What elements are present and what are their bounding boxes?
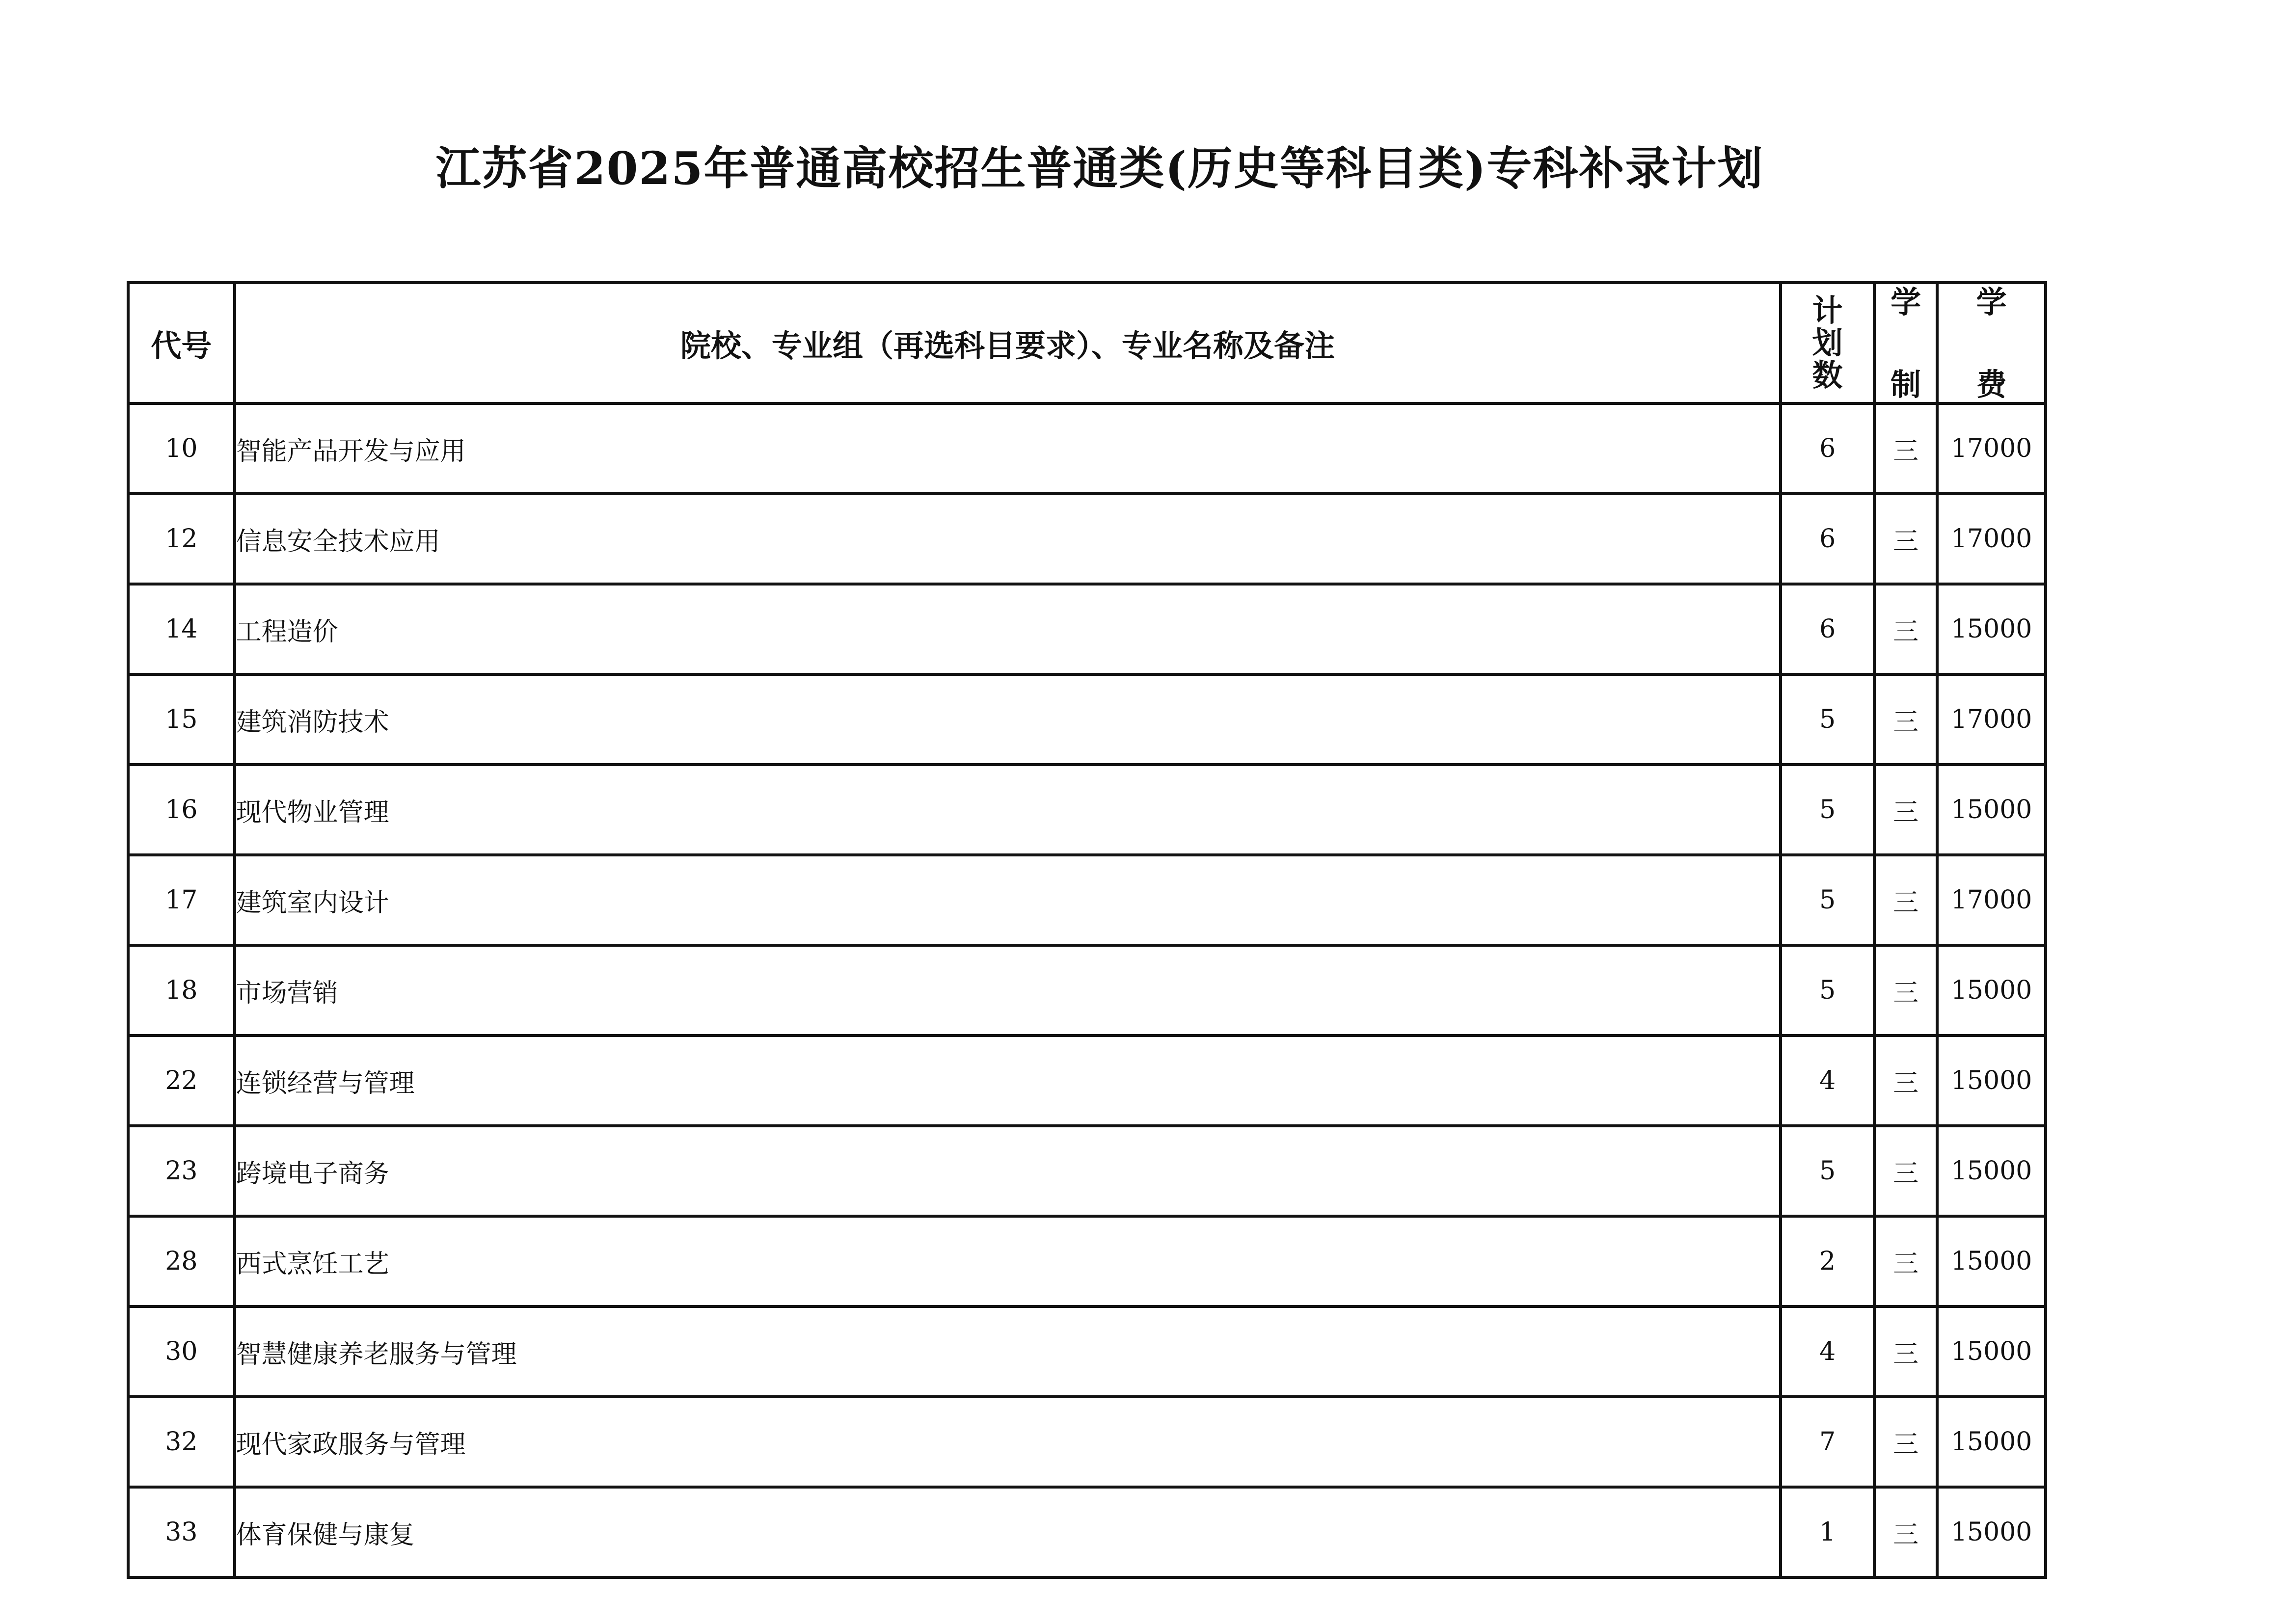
cell-code: 12 <box>128 494 235 584</box>
cell-plan-count: 1 <box>1781 1487 1874 1577</box>
cell-years: 三 <box>1874 494 1937 584</box>
cell-years: 三 <box>1874 1306 1937 1397</box>
cell-years: 三 <box>1874 1126 1937 1216</box>
cell-plan-count: 6 <box>1781 584 1874 674</box>
cell-major-name: 工程造价 <box>235 584 1781 674</box>
cell-fee: 15000 <box>1937 945 2046 1036</box>
cell-years: 三 <box>1874 945 1937 1036</box>
cell-years: 三 <box>1874 1216 1937 1306</box>
cell-fee: 15000 <box>1937 584 2046 674</box>
cell-plan-count: 5 <box>1781 855 1874 945</box>
table-row <box>128 1306 2046 1397</box>
cell-code: 10 <box>128 403 235 494</box>
cell-fee: 15000 <box>1937 765 2046 855</box>
cell-code: 28 <box>128 1216 235 1306</box>
cell-code: 32 <box>128 1397 235 1487</box>
header-code: 代号 <box>128 283 235 403</box>
table-row <box>128 584 2046 674</box>
header-name: 院校、专业组（再选科目要求）、专业名称及备注 <box>235 283 1781 403</box>
cell-major-name: 连锁经营与管理 <box>235 1036 1781 1126</box>
cell-fee: 17000 <box>1937 494 2046 584</box>
admission-plan-table <box>127 281 2047 1579</box>
header-count-char-3: 数 <box>1812 357 1843 393</box>
cell-major-name: 现代物业管理 <box>235 765 1781 855</box>
header-count <box>1781 283 1874 403</box>
cell-plan-count: 5 <box>1781 674 1874 765</box>
table-row <box>128 494 2046 584</box>
table-row <box>128 1487 2046 1577</box>
cell-code: 18 <box>128 945 235 1036</box>
table-row <box>128 403 2046 494</box>
cell-plan-count: 4 <box>1781 1306 1874 1397</box>
page-title: 江苏省2025年普通高校招生普通类(历史等科目类)专科补录计划 <box>435 142 1764 195</box>
cell-code: 30 <box>128 1306 235 1397</box>
cell-fee: 15000 <box>1937 1216 2046 1306</box>
cell-years: 三 <box>1874 1487 1937 1577</box>
header-fee-char-2: 费 <box>1976 367 2007 402</box>
cell-plan-count: 5 <box>1781 1126 1874 1216</box>
cell-major-name: 智慧健康养老服务与管理 <box>235 1306 1781 1397</box>
table-row <box>128 945 2046 1036</box>
cell-fee: 17000 <box>1937 674 2046 765</box>
table-row <box>128 855 2046 945</box>
cell-plan-count: 5 <box>1781 945 1874 1036</box>
table-row <box>128 1397 2046 1487</box>
cell-plan-count: 6 <box>1781 494 1874 584</box>
cell-years: 三 <box>1874 1397 1937 1487</box>
header-years <box>1874 283 1937 403</box>
cell-fee: 15000 <box>1937 1306 2046 1397</box>
cell-years: 三 <box>1874 584 1937 674</box>
cell-fee: 15000 <box>1937 1487 2046 1577</box>
cell-code: 22 <box>128 1036 235 1126</box>
header-fee <box>1937 283 2046 403</box>
table-row <box>128 1216 2046 1306</box>
cell-major-name: 智能产品开发与应用 <box>235 403 1781 494</box>
cell-code: 15 <box>128 674 235 765</box>
cell-years: 三 <box>1874 674 1937 765</box>
table-header-row <box>128 283 2046 403</box>
cell-major-name: 信息安全技术应用 <box>235 494 1781 584</box>
cell-major-name: 西式烹饪工艺 <box>235 1216 1781 1306</box>
cell-plan-count: 4 <box>1781 1036 1874 1126</box>
table-row <box>128 1126 2046 1216</box>
table-row <box>128 1036 2046 1126</box>
cell-fee: 15000 <box>1937 1126 2046 1216</box>
cell-fee: 17000 <box>1937 403 2046 494</box>
header-count-char-1: 计 <box>1812 293 1843 328</box>
header-count-char-2: 划 <box>1812 325 1843 361</box>
cell-fee: 15000 <box>1937 1036 2046 1126</box>
cell-fee: 15000 <box>1937 1397 2046 1487</box>
header-years-char-2: 制 <box>1891 367 1921 402</box>
cell-major-name: 建筑消防技术 <box>235 674 1781 765</box>
cell-years: 三 <box>1874 855 1937 945</box>
table-row <box>128 765 2046 855</box>
cell-plan-count: 7 <box>1781 1397 1874 1487</box>
cell-code: 16 <box>128 765 235 855</box>
header-fee-char-1: 学 <box>1976 284 2007 320</box>
header-years-char-1: 学 <box>1891 284 1921 320</box>
cell-code: 14 <box>128 584 235 674</box>
cell-years: 三 <box>1874 1036 1937 1126</box>
cell-years: 三 <box>1874 403 1937 494</box>
cell-plan-count: 2 <box>1781 1216 1874 1306</box>
cell-code: 33 <box>128 1487 235 1577</box>
cell-major-name: 市场营销 <box>235 945 1781 1036</box>
cell-years: 三 <box>1874 765 1937 855</box>
table-row <box>128 674 2046 765</box>
cell-plan-count: 5 <box>1781 765 1874 855</box>
cell-major-name: 跨境电子商务 <box>235 1126 1781 1216</box>
cell-major-name: 体育保健与康复 <box>235 1487 1781 1577</box>
cell-code: 23 <box>128 1126 235 1216</box>
cell-fee: 17000 <box>1937 855 2046 945</box>
cell-plan-count: 6 <box>1781 403 1874 494</box>
cell-code: 17 <box>128 855 235 945</box>
cell-major-name: 建筑室内设计 <box>235 855 1781 945</box>
cell-major-name: 现代家政服务与管理 <box>235 1397 1781 1487</box>
